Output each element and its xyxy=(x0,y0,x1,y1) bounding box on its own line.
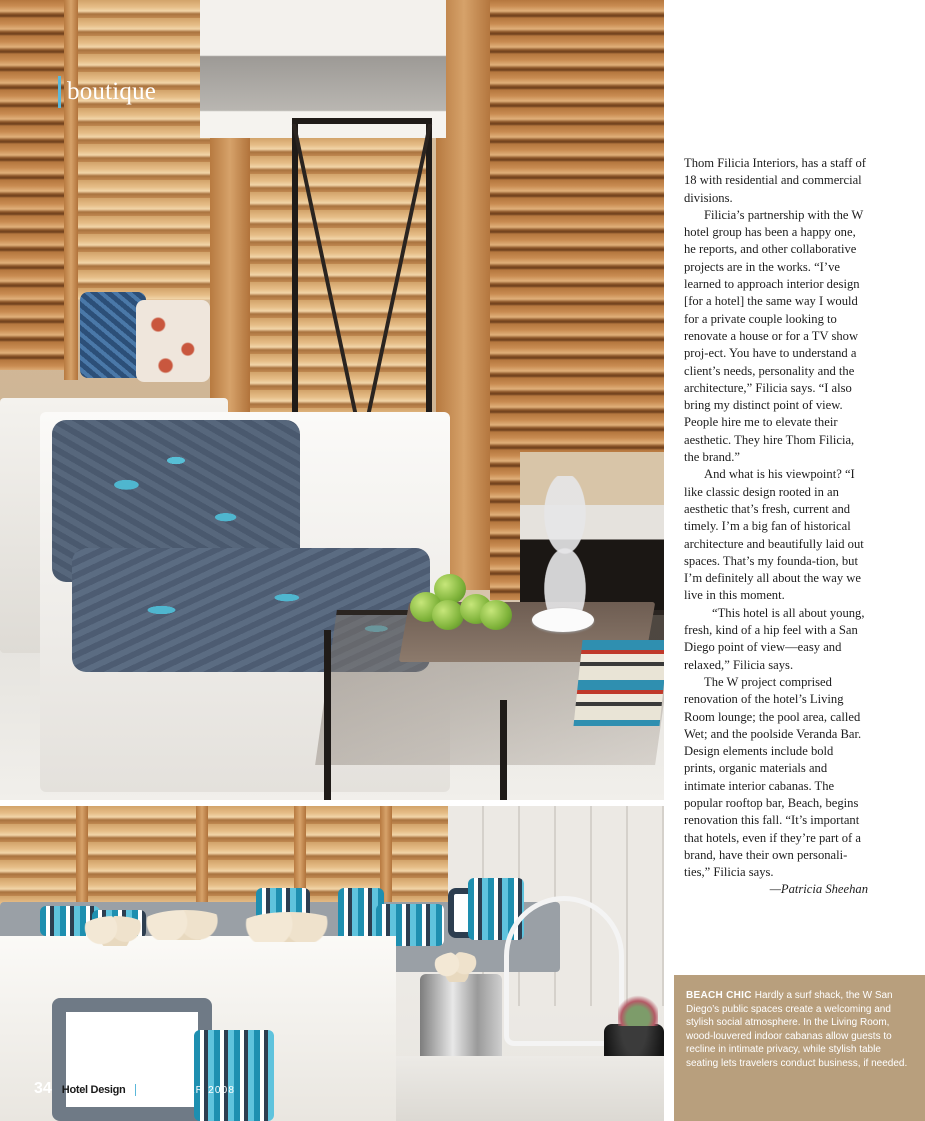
metal-drum-table xyxy=(420,974,502,1066)
white-rattan-chair xyxy=(504,896,624,1046)
succulent-plant xyxy=(618,986,658,1026)
wood-post xyxy=(76,806,88,914)
folio-divider xyxy=(135,1084,136,1096)
magazine-name: Hotel Design xyxy=(61,1084,126,1096)
byline: —Patricia Sheehan xyxy=(769,882,868,897)
article-column xyxy=(684,155,868,899)
table-leg xyxy=(324,630,331,800)
section-tag: boutique xyxy=(58,76,156,108)
photo-caption xyxy=(674,975,925,1121)
stacked-books xyxy=(573,640,664,726)
article-paragraph: Filicia’s partnership with the W hotel group has been a happy one, he reports, and other collaborative projects are in the works. “I’ve learned to approach interior design [for a hotel] the same way I would for a private couple looking to renovate a house or for a TV show proj-ect. You have to understand a client’s needs, personality and the architecture,” Filicia says. “I also bring my distinct point of view. People hire me to elevate their aesthetic. They hire Thom Filicia, the brand.” xyxy=(684,207,864,465)
green-apple xyxy=(480,600,512,630)
page-folio xyxy=(34,1080,235,1100)
coral-decor xyxy=(140,910,230,940)
article-paragraph: “This hotel is all about young, fresh, kind of a hip feel with a San Diego point of view—easy and relaxed,” Filicia says. xyxy=(684,605,865,672)
gray-pillow-front xyxy=(52,998,212,1121)
coral-decor xyxy=(238,912,342,942)
article-paragraph: The W project comprised renovation of the hotel’s Living Room lounge; the pool area, called Wet; and the poolside Veranda Bar. Design elements include bold prints, organic materials and intimate interior cabanas. The popular rooftop bar, Beach, begins renovation this fall. “It’s important that hotels, even if they’re part of a brand, have their own personali-ties,” Filicia says. xyxy=(684,674,862,880)
wood-post xyxy=(64,0,78,380)
caption-text xyxy=(686,989,915,1071)
living-room-photo xyxy=(0,806,664,1121)
page-number: 34 xyxy=(34,1080,52,1097)
hourglass xyxy=(530,476,600,626)
starfish-pillow xyxy=(136,300,210,382)
green-apple xyxy=(432,600,464,630)
article-paragraph: Thom Filicia Interiors, has a staff of 18 with residential and commercial divisions. xyxy=(684,156,866,205)
caption-heading: BEACH CHIC xyxy=(686,990,752,1001)
coral-decor xyxy=(432,952,482,982)
table-leg xyxy=(500,700,507,800)
wood-louver-wall-left xyxy=(0,0,70,370)
floor xyxy=(396,1056,664,1121)
wood-post xyxy=(196,806,208,914)
wood-louver-screen-left xyxy=(72,0,212,300)
hourglass-base xyxy=(532,608,594,632)
striped-pillow-front xyxy=(194,1030,274,1121)
article-paragraph: And what is his viewpoint? “I like classic design rooted in an aesthetic that’s fresh, current and timely. I’m a big fan of historical architecture and beautifully laid out spaces. That’s my founda-tion, but I’m definitely all about the way we live in this moment. xyxy=(684,467,864,603)
caption-body: Hardly a surf shack, the W San Diego’s public spaces create a welcoming and stylish social atmosphere. In the Living Room, wood-louvered indoor cabanas allow guests to recline in intimate privacy, while stylish table seating lets travelers conduct business, if needed. xyxy=(686,990,908,1069)
issue-date: OCTOBER 2008 xyxy=(146,1085,236,1096)
